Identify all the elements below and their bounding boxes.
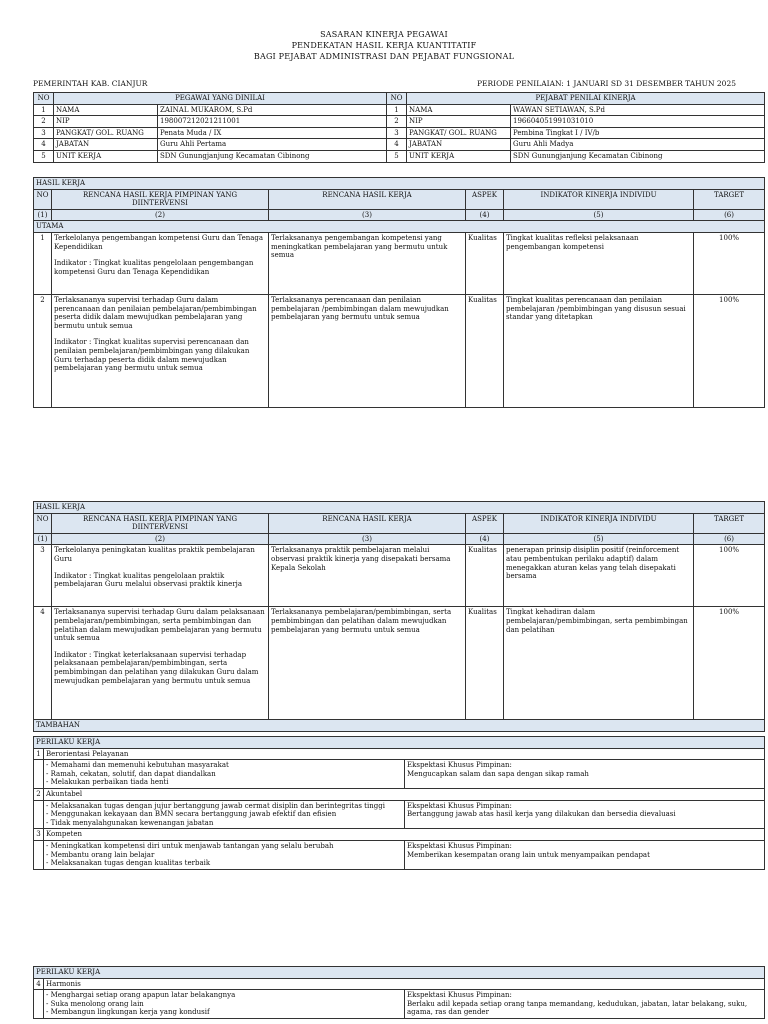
perilaku-points (44, 840, 405, 869)
row-no-2: 1 (387, 104, 407, 116)
perilaku-section-row (34, 737, 765, 749)
perilaku-point: - Tidak menyalahgunakan kewenangan jabatan (46, 818, 214, 827)
item-pimpinan-indikator: Indikator : Tingkat keterlaksanaan supervisi terhadap pelaksanaan pembelajaran/pembimbingan, serta pembimbingan dan pelatihan yang dilakukan Guru dalam mewujudkan pembelajaran yang bermutu untuk semua (54, 650, 259, 685)
row-no-2: 5 (387, 150, 407, 162)
hasil-kerja-table-2 (33, 501, 765, 732)
utama-title: UTAMA (34, 221, 765, 233)
no-header: NO (34, 93, 54, 105)
ekspektasi-label: Ekspektasi Khusus Pimpinan: (407, 761, 512, 770)
tambahan-section-row (34, 720, 765, 732)
col-rencana: RENCANA HASIL KERJA (269, 513, 466, 533)
perilaku-points (44, 990, 405, 1019)
row-label-2: NIP (407, 116, 511, 128)
item-pimpinan-text: Terkelolanya pengembangan kompetensi Guru dan Tenaga Kependidikan (54, 233, 264, 251)
doc-title-line2: PENDEKATAN HASIL KERJA KUANTITATIF (291, 41, 477, 50)
hasil-kerja-title: HASIL KERJA (34, 178, 765, 190)
perilaku-title-text: Harmonis (44, 978, 765, 990)
col-rencana-pimpinan: RENCANA HASIL KERJA PIMPINAN YANG DIINTERVENSI (52, 189, 269, 209)
perilaku-no: 3 (34, 829, 44, 841)
perilaku-item-detail-row (34, 800, 765, 829)
row-no: 2 (34, 116, 54, 128)
col-target: TARGET (694, 513, 765, 533)
row-no: 4 (34, 139, 54, 151)
item-rencana: Terlaksananya pembelajaran/pembimbingan, serta pembimbingan dan pelatihan dalam mewujudkan pembelajaran yang bermutu untuk semua (269, 607, 466, 720)
column-number-row (34, 209, 765, 221)
item-pimpinan-text: Terlaksananya supervisi terhadap Guru dalam perencanaan dan penilaian pembelajaran/pembimbingan peserta didik dalam mewujudkan pembelajaran yang bermutu untuk semua (54, 295, 257, 330)
col-indikator: INDIKATOR KINERJA INDIVIDU (504, 189, 694, 209)
col-num-6: (6) (694, 533, 765, 545)
perilaku-point: - Menghargai setiap orang apapun latar belakangnya (46, 991, 236, 1000)
perilaku-title-text: Berorientasi Pelayanan (44, 748, 765, 760)
row-label-2: PANGKAT/ GOL. RUANG (407, 127, 511, 139)
perilaku-title: PERILAKU KERJA (34, 737, 765, 749)
pegawai-row (34, 116, 765, 128)
perilaku-ekspektasi (405, 760, 765, 789)
item-pimpinan-indikator: Indikator : Tingkat kualitas pengelolaan praktik pembelajaran Guru melalui observasi praktik kinerja (54, 571, 243, 589)
row-label: UNIT KERJA (54, 150, 158, 162)
perilaku-point: - Meningkatkan kompetensi diri untuk menjawab tantangan yang selalu berubah (46, 841, 334, 850)
row-value: SDN Gunungjanjung Kecamatan Cibinong (158, 150, 387, 162)
pegawai-header-row (34, 93, 765, 105)
row-value: Penata Muda / IX (158, 127, 387, 139)
item-pimpinan-text: Terkelolanya peningkatan kualitas praktik pembelajaran Guru (54, 546, 255, 563)
perilaku-point: - Suka menolong orang lain (46, 999, 144, 1008)
col-num-4: (4) (466, 533, 504, 545)
row-no-2: 3 (387, 127, 407, 139)
perilaku-title: PERILAKU KERJA (34, 967, 765, 979)
row-no-2: 4 (387, 139, 407, 151)
item-target: 100% (694, 232, 765, 294)
pegawai-row (34, 150, 765, 162)
item-aspek: Kualitas (466, 294, 504, 407)
perilaku-points (44, 760, 405, 789)
penilai-header: PEJABAT PENILAI KINERJA (407, 93, 765, 105)
row-value-2: Guru Ahli Madya (511, 139, 765, 151)
doc-title-line1: SASARAN KINERJA PEGAWAI (320, 30, 448, 39)
col-num-1: (1) (34, 209, 52, 221)
perilaku-point: - Membantu orang lain belajar (46, 850, 155, 859)
perilaku-item-title-row (34, 748, 765, 760)
row-label: NIP (54, 116, 158, 128)
hasil-kerja-section-row (34, 178, 765, 190)
ekspektasi-text: Bertanggung jawab atas hasil kerja yang dilakukan dan bersedia dievaluasi (407, 810, 676, 819)
perilaku-no: 2 (34, 788, 44, 800)
row-no: 3 (34, 127, 54, 139)
perilaku-item-detail-row (34, 990, 765, 1019)
perilaku-point: - Membangun lingkungan kerja yang kondusif (46, 1008, 210, 1017)
ekspektasi-text: Berlaku adil kepada setiap orang tanpa memandang, kedudukan, jabatan, latar belakang, suku, agama, ras dan gender (407, 999, 748, 1017)
item-indikator: penerapan prinsip disiplin positif (reinforcement atau pembentukan perilaku adaptif) dalam menegakkan aturan kelas yang telah disepakati bersama (504, 545, 694, 607)
col-num-2: (2) (52, 533, 269, 545)
item-indikator: Tingkat kualitas refleksi pelaksanaan pengembangan kompetensi (504, 232, 694, 294)
pegawai-row (34, 104, 765, 116)
row-no-2: 2 (387, 116, 407, 128)
item-rencana: Terlaksananya perencanaan dan penilaian pembelajaran /pembimbingan dalam mewujudkan pembelajaran yang bermutu untuk semua (269, 294, 466, 407)
row-value: 198007212021211001 (158, 116, 387, 128)
item-no: 2 (34, 294, 52, 407)
row-label: PANGKAT/ GOL. RUANG (54, 127, 158, 139)
col-num-5: (5) (504, 209, 694, 221)
row-label-2: NAMA (407, 104, 511, 116)
pegawai-row (34, 139, 765, 151)
perilaku-point: - Ramah, cekatan, solutif, dan dapat diandalkan (46, 769, 216, 778)
perilaku-section-row (34, 967, 765, 979)
item-rencana: Terlaksananya pengembangan kompetensi yang meningkatkan pembelajaran yang bermutu untuk semua (269, 232, 466, 294)
item-no: 3 (34, 545, 52, 607)
hasil-kerja-header-row (34, 513, 765, 533)
hasil-kerja-section-row (34, 502, 765, 514)
hasil-kerja-row (34, 232, 765, 294)
pegawai-table (33, 92, 765, 163)
perilaku-point: - Melaksanakan tugas dengan jujur bertanggung jawab cermat disiplin dan berintegritas tinggi (46, 801, 385, 810)
perilaku-ekspektasi (405, 840, 765, 869)
perilaku-kerja-table-2 (33, 966, 765, 1019)
perilaku-title-text: Akuntabel (44, 788, 765, 800)
item-target: 100% (694, 294, 765, 407)
item-pimpinan-indikator: Indikator : Tingkat kualitas supervisi perencanaan dan penilaian pembelajaran/pembimbingan yang dilakukan Guru terhadap peserta didik dalam mewujudkan pembelajaran yang bermutu untuk semua (54, 338, 250, 373)
ekspektasi-label: Ekspektasi Khusus Pimpinan: (407, 801, 512, 810)
item-pimpinan (52, 607, 269, 720)
item-indikator: Tingkat kehadiran dalam pembelajaran/pembimbingan, serta pembimbingan dan pelatihan (504, 607, 694, 720)
row-value: Guru Ahli Pertama (158, 139, 387, 151)
item-aspek: Kualitas (466, 232, 504, 294)
perilaku-item-detail-row (34, 840, 765, 869)
perilaku-item-title-row (34, 978, 765, 990)
column-number-row (34, 533, 765, 545)
perilaku-point: - Melakukan perbaikan tiada henti (46, 778, 169, 787)
item-pimpinan-indikator: Indikator : Tingkat kualitas pengelolaan pengembangan kompetensi Guru dan Tenaga Kependidikan (54, 259, 254, 276)
item-pimpinan (52, 294, 269, 407)
pegawai-row (34, 127, 765, 139)
perilaku-ekspektasi (405, 990, 765, 1019)
item-target: 100% (694, 607, 765, 720)
item-aspek: Kualitas (466, 607, 504, 720)
item-no: 1 (34, 232, 52, 294)
col-indikator: INDIKATOR KINERJA INDIVIDU (504, 513, 694, 533)
row-value-2: 196604051991031010 (511, 116, 765, 128)
row-label: NAMA (54, 104, 158, 116)
hasil-kerja-row (34, 545, 765, 607)
perilaku-point: - Memahami dan memenuhi kebutuhan masyarakat (46, 761, 229, 770)
col-rencana-pimpinan: RENCANA HASIL KERJA PIMPINAN YANG DIINTERVENSI (52, 513, 269, 533)
perilaku-ekspektasi (405, 800, 765, 829)
pemerintah-label: PEMERINTAH KAB. CIANJUR (33, 79, 148, 88)
col-num-5: (5) (504, 533, 694, 545)
col-no: NO (34, 513, 52, 533)
doc-title-line3: BAGI PEJABAT ADMINISTRASI DAN PEJABAT FUNGSIONAL (253, 52, 515, 61)
perilaku-item-title-row (34, 788, 765, 800)
item-target: 100% (694, 545, 765, 607)
item-pimpinan (52, 545, 269, 607)
row-value: ZAINAL MUKAROM, S.Pd (158, 104, 387, 116)
utama-section-row (34, 221, 765, 233)
row-label-2: JABATAN (407, 139, 511, 151)
col-rencana: RENCANA HASIL KERJA (269, 189, 466, 209)
col-num-3: (3) (269, 533, 466, 545)
perilaku-kerja-table-1 (33, 736, 765, 870)
col-no: NO (34, 189, 52, 209)
perilaku-point: - Menggunakan kekayaan dan BMN secara bertanggung jawab efektif dan efisien (46, 810, 337, 819)
item-rencana: Terlaksananya praktik pembelajaran melalui observasi praktik kinerja yang disepakati bersama Kepala Sekolah (269, 545, 466, 607)
col-num-4: (4) (466, 209, 504, 221)
ekspektasi-label: Ekspektasi Khusus Pimpinan: (407, 991, 512, 1000)
item-pimpinan (52, 232, 269, 294)
row-no: 5 (34, 150, 54, 162)
no-header-2: NO (387, 93, 407, 105)
perilaku-no: 1 (34, 748, 44, 760)
hasil-kerja-table-1 (33, 177, 765, 408)
hasil-kerja-header-row (34, 189, 765, 209)
row-label: JABATAN (54, 139, 158, 151)
ekspektasi-label: Ekspektasi Khusus Pimpinan: (407, 841, 512, 850)
col-num-3: (3) (269, 209, 466, 221)
item-indikator: Tingkat kualitas perencanaan dan penilaian pembelajaran /pembimbingan yang disusun sesuai standar yang ditetapkan (504, 294, 694, 407)
col-aspek: ASPEK (466, 189, 504, 209)
perilaku-point: - Melaksanakan tugas dengan kualitas terbaik (46, 859, 211, 868)
col-num-1: (1) (34, 533, 52, 545)
ekspektasi-text: Memberikan kesempatan orang lain untuk menyampaikan pendapat (407, 850, 650, 859)
perilaku-title-text: Kompeten (44, 829, 765, 841)
col-num-6: (6) (694, 209, 765, 221)
row-label-2: UNIT KERJA (407, 150, 511, 162)
row-value-2: Pembina Tingkat I / IV/b (511, 127, 765, 139)
tambahan-title: TAMBAHAN (34, 720, 765, 732)
row-no: 1 (34, 104, 54, 116)
ekspektasi-text: Mengucapkan salam dan sapa dengan sikap ramah (407, 769, 589, 778)
item-pimpinan-text: Terlaksananya supervisi terhadap Guru dalam pelaksanaan pembelajaran/pembimbingan, serta pembimbingan dan pelatihan dalam mewujudkan pembelajaran yang bermutu untuk semua (54, 608, 265, 643)
row-value-2: SDN Gunungjanjung Kecamatan Cibinong (511, 150, 765, 162)
col-aspek: ASPEK (466, 513, 504, 533)
hasil-kerja-row (34, 294, 765, 407)
periode-label: PERIODE PENILAIAN: 1 JANUARI SD 31 DESEMBER TAHUN 2025 (477, 79, 736, 88)
col-num-2: (2) (52, 209, 269, 221)
perilaku-item-title-row (34, 829, 765, 841)
perilaku-item-detail-row (34, 760, 765, 789)
item-no: 4 (34, 607, 52, 720)
col-target: TARGET (694, 189, 765, 209)
hasil-kerja-title: HASIL KERJA (34, 502, 765, 514)
perilaku-no: 4 (34, 978, 44, 990)
perilaku-points (44, 800, 405, 829)
item-aspek: Kualitas (466, 545, 504, 607)
pegawai-dinilai-header: PEGAWAI YANG DINILAI (54, 93, 387, 105)
hasil-kerja-row (34, 607, 765, 720)
row-value-2: WAWAN SETIAWAN, S.Pd (511, 104, 765, 116)
